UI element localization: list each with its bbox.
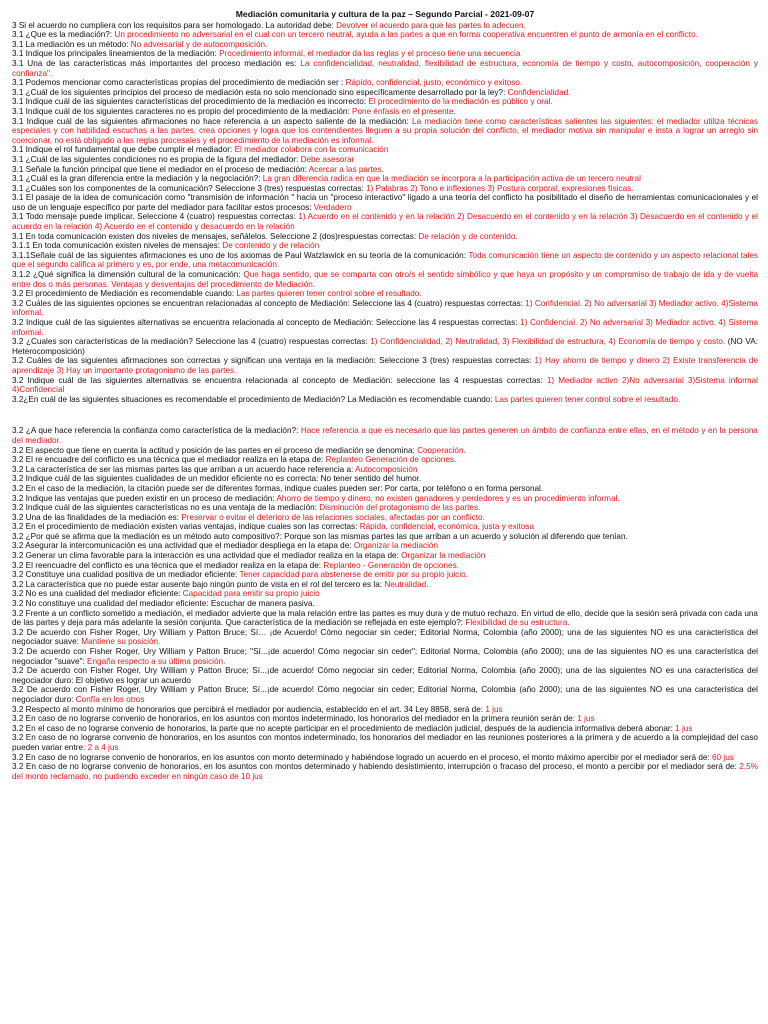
question-text: 3.2 Cuáles de las siguientes afirmaciones son correctas y significan una ventaja en la mediación: Seleccione 3 (tres) respuestas correctas: [12, 356, 535, 366]
answer-text: Hace referencia a que es necesario que las partes generen un ámbito de confianza entre ellas, en el método y en la persona del mediador. [12, 426, 758, 445]
question-text: 3.1 Indique cuál de las siguientes características del procedimiento de la mediación es incorrecto: [12, 97, 369, 107]
answer-text: Rápida, confidencial, económica, justa y exitosa [359, 522, 535, 532]
question-text: 3.2 En el procedimiento de mediación existen varias ventajas, indique cuales son las correctas: [12, 522, 360, 532]
answer-text: Un procedimiento no adversarial en el cual con un tercero neutral, ayuda a las partes a que en forma cooperativa encuentren el punto de armonía en el conflicto. [114, 30, 698, 40]
question-text: 3.2 La característica que no puede estar ausente bajo ningún punto de vista en el rol del tercero es la: [12, 579, 385, 589]
section-gap [12, 404, 758, 426]
answer-text: Preservar o evitar el deterioro de las relaciones sociales, afectadas por un conflicto. [181, 512, 485, 522]
question-item [12, 733, 758, 752]
question-text: 3.1 En toda comunicación existen dos niveles de mensajes, señálelos. Seleccione 2 (dos)respuestas correctas: [12, 231, 419, 241]
question-item [12, 289, 758, 299]
question-text: 3.2 En caso de no lograrse convenio de honorarios, en los asuntos con montos determinado y habiendo desistimiento, interrupción o fracaso del proceso, el monto a percibir por el mediador será de: [12, 762, 740, 772]
question-text: 3.2 Indique las ventajas que pueden existir en un proceso de mediación: [12, 493, 277, 503]
question-text: 3.2 Indique cuál de las siguientes cualidades de un medidor eficiente no es correcta: No tener sentido del humor. [12, 474, 422, 484]
answer-text: Procedimiento informal, el mediador da las reglas y el proceso tiene una secuencia [219, 49, 521, 59]
question-text: 3.1 La mediación es un método: [12, 39, 131, 49]
question-text: 3.2 ¿Cuales son características de la mediación? Seleccione las 4 (cuatro) respuestas correctas: [12, 337, 371, 347]
question-text: 3.1 Indique cuál de las siguientes afirmaciones no hace referencia a un aspecto saliente de la mediación: [12, 116, 413, 126]
answer-text: No adversarial y de autocomposición. [130, 39, 268, 49]
question-item [12, 465, 758, 475]
question-text: 3.2 En el caso de la mediación, la citación puede ser de diferentes formas, indique cuales pueden ser: Por carta, por teléfono o en forma personal. [12, 483, 544, 493]
question-item [12, 318, 758, 337]
question-item [12, 446, 758, 456]
question-text: 3.2 No constituye una cualidad del mediador eficiente: Escuchar de manera pasiva. [12, 599, 315, 609]
answer-text: De contenido y de relación [222, 241, 320, 251]
question-item [12, 609, 758, 628]
question-text: 3.1 Indique los principales lineamientos de la mediación: [12, 49, 220, 59]
question-item [12, 88, 758, 98]
answer-text: Las partes quieren tener control sobre el resultado. [236, 289, 422, 299]
answer-text: 1) Confidencial. 2) No adversarial 3) Mediador activo. 4) Sistema informal. [12, 318, 758, 337]
question-text: 3.2 ¿A que hace referencia la confianza como característica de la mediación?: [12, 426, 301, 436]
question-text: 3.1 ¿Cuál de los siguientes principios del proceso de mediación esta no solo mencionado sino específicamente desarrollado por la ley?: [12, 87, 508, 97]
question-text: 3.2 El reencuadre del conflicto es una técnica que el mediador realiza en la etapa de: [12, 560, 324, 570]
question-text: 3.2 Asegurar la intercomunicación es una actividad que el mediador despliega en la etapa de: [12, 541, 354, 551]
answer-text: Disminución del protagonismo de las partes. [319, 503, 481, 513]
answer-text: Pone énfasis en el presente. [352, 106, 456, 116]
question-text: 3.2 En caso de no lograrse convenio de honorarios, en los asuntos con montos indeterminado, los honorarios del mediador en la primera reunión serán de: [12, 714, 578, 724]
question-text: 3.2 La característica de ser las mismas partes las que arriban a un acuerdo hace referencia a: [12, 464, 356, 474]
question-item [12, 753, 758, 763]
question-item [12, 184, 758, 194]
answer-text: Acercar a las partes. [308, 164, 384, 174]
question-item [12, 30, 758, 40]
question-text: 3.2 Frente a un conflicto sometido a mediación, el mediador advierte que la mala relación entre las partes es muy dura y de mutuo rechazo. En virtud de ello, decide que la sesión será privada con cada una de las partes y deja para más adelante la sesión conjunta. Que característica de la mediación se reflejada en este ejemplo?: [12, 608, 758, 628]
answer-text: Toda comunicación tiene un aspecto de contenido y un aspecto relacional tales que el segundo califica al primero y es, por ende, una metacomunicación. [12, 250, 758, 270]
answer-text: El mediador colabora con la comunicación [234, 145, 389, 155]
question-item [12, 21, 758, 31]
question-text: 3.1 ¿Cuál es la gran diferencia entre la mediación y la negociación?: [12, 174, 263, 184]
question-item [12, 376, 758, 395]
question-text: 3.2 En caso de no lograrse convenio de honorarios, en los asuntos con montos indeterminado, los honorarios del mediador en las reuniones posteriores a la primera y de acuerdo a la complejidad del caso pueden variar entre: [12, 733, 758, 752]
question-item [12, 705, 758, 715]
question-item [12, 174, 758, 184]
question-item [12, 532, 758, 542]
question-text: 3.2 Indique cuál de las siguientes características no es una ventaja de la mediación: [12, 503, 320, 513]
answer-text: 1) Confidencialidad, 2) Neutralidad, 3) Flexibilidad de estructura, 4) Economía de tiempo y costo. [370, 337, 726, 347]
answer-text: 2,5% del monto reclamado, no pudiendo exceder en ningún caso de 10 jus [12, 762, 758, 781]
answer-text: Replanteo Generación de opciones. [325, 455, 457, 465]
question-item [12, 78, 758, 88]
question-text: 3.2 De acuerdo con Fisher Roger, Ury William y Patton Bruce; Sí...¡de acuerdo! Cómo negociar sin ceder; Editorial Norma, Colombia (año 2000); una de las siguientes NO es una característica del negociador duro: El objetivo es lograr un acuerdo [12, 666, 758, 685]
question-item [12, 97, 758, 107]
question-text: 3.2 En caso de no lograrse convenio de honorarios, en los asuntos con monto determinado y habiéndose logrado un acuerdo en el proceso, el monto máximo apercibir por el mediador será de: [12, 752, 712, 762]
question-item [12, 599, 758, 609]
question-item [12, 59, 758, 78]
answer-text: 1) Hay ahorro de tiempo y dinero 2) Existe transferencia de aprendizaje 3) Hay un importante protagonismo de las partes. [12, 356, 758, 375]
question-item [12, 165, 758, 175]
question-text: 3.1 Señale la función principal que tiene el mediador en el proceso de mediación: [12, 164, 309, 174]
question-item [12, 337, 758, 356]
section-unit-3-2 [12, 426, 758, 781]
question-item [12, 395, 758, 405]
answer-text: La gran diferencia radica en que la mediación se incorpora a la participación activa de un tercero neutral [262, 174, 641, 184]
question-text: 3.1.2 ¿Qué significa la dimensión cultural de la comunicación: [12, 270, 244, 280]
answer-text: 60 jus [712, 752, 734, 762]
question-item [12, 426, 758, 445]
question-item [12, 40, 758, 50]
question-item [12, 522, 758, 532]
question-text: 3.2 De acuerdo con Fisher Roger, Ury William y Patton Bruce; "Sí...¡de acuerdo! Cómo negociar sin ceder"; Editorial Norma, Colombia (año 2000); una de las siguientes NO es una característica del negociador "suave": [12, 647, 758, 666]
question-item [12, 503, 758, 513]
question-item [12, 155, 758, 165]
question-text: 3.1 El pasaje de la idea de comunicación como "transmisión de información " hacia un "proceso interactivo" ligado a una teoría del conflicto ha posibilitado el diseño de herramientas comunicacionales y el uso de un lenguaje específico por parte del mediador para facilitar estos procesos: [12, 193, 758, 212]
question-item [12, 580, 758, 590]
answer-text: La confidencialidad, neutralidad, flexibilidad de estructura, economía de tiempo y costo, autocomposición, cooperación y confianza". [12, 58, 758, 78]
answer-text: 1) Acuerdo en el contenido y en la relación 2) Desacuerdo en el contenido y en la relación 3) Desacuerdo en el contenido y el acuerdo en la relación 4) Acuerdo en el contenido y desacuerdo en la relación [12, 212, 758, 232]
question-text: 3.2 Generar un clima favorable para la interacción es una actividad que el mediador realiza en la etapa de: [12, 551, 402, 561]
question-item [12, 541, 758, 551]
question-item [12, 561, 758, 571]
answer-text: Las partes quieren tener control sobre el resultado. [494, 394, 681, 404]
answer-text: De relación y de contenido. [418, 231, 518, 241]
question-item [12, 145, 758, 155]
answer-text: Rápido, confidencial, justo, económico y exitoso. [345, 78, 523, 88]
question-item [12, 49, 758, 59]
question-item [12, 474, 758, 484]
question-item [12, 241, 758, 251]
answer-text: Capacidad para emitir su propio juicio [182, 589, 320, 599]
answer-text: 1 jus [485, 704, 503, 714]
question-text: 3.1 ¿Cuáles son los componentes de la comunicación? Seleccione 3 (tres) respuestas correctas: [12, 183, 367, 193]
question-item [12, 666, 758, 685]
question-item [12, 551, 758, 561]
question-item [12, 685, 758, 704]
answer-text: Engaña respecto a su última posición. [87, 656, 226, 666]
question-item [12, 232, 758, 242]
question-text: 3.1 Podemos mencionar como características propias del procedimiento de mediación ser : [12, 78, 346, 88]
answer-text: Que haga sentido, que se comparta con otro/s el sentido simbólico y que haya un propósito y un compromiso de trabajo de ida y de vuelta entre dos o más personas. Ventajas y desventajas del procedimiento de Mediación. [12, 270, 759, 289]
question-item [12, 251, 758, 270]
question-text: 3.2 El re encuadre del conflicto es una técnica que el mediador realiza en la etapa de: [12, 455, 326, 465]
question-item [12, 762, 758, 781]
question-item [12, 714, 758, 724]
question-text: 3.2 El aspecto que tiene en cuenta la actitud y posición de las partes en el proceso de mediación se denomina: [12, 445, 418, 455]
question-text: 3.2 Una de las finalidades de la mediación es: [12, 512, 182, 522]
question-item [12, 628, 758, 647]
question-item [12, 270, 758, 289]
question-item [12, 107, 758, 117]
question-item [12, 570, 758, 580]
question-text: 3.2 El procedimiento de Mediación es recomendable cuando: [12, 289, 237, 299]
answer-text: Devolver el acuerdo para que las partes lo adecuen. [336, 20, 526, 30]
answer-text: 1) Confidencial. 2) No adversarial 3) Mediador activo. 4)Sistema informal. [12, 298, 758, 318]
question-text: 3.2 Indique cuál de las siguientes alternativas se encuentra relacionada al concepto de Mediación: Seleccione las 4 respuestas correctas: [12, 318, 521, 327]
answer-text: Ahorro de tiempo y dinero, no existen ganadores y perdedores y es un procedimiento informal. [276, 493, 620, 503]
answer-text: Confidencialidad. [507, 87, 571, 97]
question-text: 3.2 De acuerdo con Fisher Roger, Ury William y Patton Bruce; Sí… ¡de Acuerdo! Cómo negociar sin ceder; Editorial Norma, Colombia (año 2000); una de las siguientes NO es una característica del negociador suave: [12, 627, 758, 647]
question-text: 3.2 De acuerdo con Fisher Roger, Ury William y Patton Bruce; Sí...¡de acuerdo! Cómo negociar sin ceder; Editorial Norma, Colombia (año 2000); una de las siguientes NO es una característica del negociador duro: [12, 685, 758, 704]
answer-text: 1 jus [675, 723, 693, 733]
question-item [12, 513, 758, 523]
document-title: Mediación comunitaria y cultura de la paz – Segundo Parcial - 2021-09-07 [235, 9, 535, 19]
answer-text: 2 a 4 jus [87, 742, 119, 752]
question-text: 3.1 ¿Cuál de las siguientes condiciones no es propia de la figura del mediador: [12, 154, 301, 164]
question-item [12, 455, 758, 465]
question-item [12, 647, 758, 666]
answer-text: 1) Palabras 2) Tono e inflexiones 3) Postura corporal, expresiones físicas. [366, 183, 634, 193]
answer-text: 1) Mediador activo 2)No adversarial 3)Sistema informal 4)Confidencial [12, 375, 759, 395]
question-text: 3.1 ¿Que es la mediación?: [12, 30, 115, 40]
question-item [12, 193, 758, 212]
answer-text: Neutralidad. [384, 579, 429, 589]
answer-text: 1 jus [577, 714, 595, 724]
question-text: 3.2 Constituye una cualidad positiva de un mediador eficiente: [12, 570, 240, 580]
answer-text: Organizar la mediación [401, 551, 486, 561]
question-text: 3.2 No es una cualidad del mediador eficiente: [12, 589, 183, 599]
question-item [12, 356, 758, 375]
question-text: 3.1 Todo mensaje puede implicar. Seleccione 4 (cuatro) respuestas correctas: [12, 212, 299, 222]
answer-text: Organizar la mediación [353, 541, 439, 551]
question-item [12, 589, 758, 599]
answer-text: Verdadero [313, 202, 352, 212]
question-item [12, 212, 758, 231]
question-item [12, 299, 758, 318]
answer-text: Cooperación. [417, 445, 466, 455]
answer-text: Autocomposición [355, 464, 418, 474]
section-unit-3-1 [12, 21, 758, 405]
answer-text: Debe asesorar [300, 154, 355, 164]
question-text: 3.2 Respecto al monto mínimo de honorarios que percibirá el mediador por audiencia, establecido en el art. 34 Ley 8858, será de: [12, 704, 486, 714]
question-text: 3.1 Indique el rol fundamental que debe cumplir el mediador: [12, 145, 235, 155]
answer-note: (NO VA: Heterocomposición) [12, 337, 758, 356]
question-text: 3 Si el acuerdo no cumpliera con los requisitos para ser homologado. La autoridad debe: [12, 20, 337, 30]
question-item [12, 494, 758, 504]
question-item [12, 724, 758, 734]
question-text: 3.1.1Señale cuál de las siguientes afirmaciones es uno de los axiomas de Paul Watzlawick en su teoría de la comunicación: [12, 250, 469, 260]
answer-text: Flexibilidad de su estructura. [465, 618, 570, 628]
question-text: 3.1.1 En toda comunicación existen niveles de mensajes: [12, 241, 223, 251]
question-text: 3.2 En el caso de no lograrse convenio de honorarios, la parte que no acepte participar en el procedimiento de mediación judicial, después de la audiencia informativa deberá abonar: [12, 723, 676, 733]
answer-text: Confía en los otros [75, 694, 145, 704]
answer-text: Replanteo - Generación de opciones. [323, 560, 459, 570]
answer-text: La mediación tiene como características salientes las siguientes: el mediador utiliza técnicas especiales y con habilidad escuchas a las partes, crea opciones y logra que los contendientes lleguen a su propia solución del conflicto, el mediador motiva sin manipular e insta a lograr un arreglo sin coercionar, no está obligado a las reglas procesales y el procedimiento de la mediación es informal. [12, 116, 758, 145]
answer-text: El procedimiento de la mediación es público y oral. [368, 97, 553, 107]
question-item [12, 117, 758, 146]
question-text: 3.2 Indique cuál de las siguientes alternativas se encuentra relacionada al concepto de Mediación: seleccione las 4 respuestas correctas: [12, 375, 547, 385]
answer-text: Tener capacidad para abstenerse de emitir por su propio juicio. [239, 570, 468, 580]
answer-text: Mantiene su posición. [81, 637, 161, 647]
question-text: 3.1 Una de las características más importantes del proceso mediación es: [12, 58, 301, 68]
question-text: 3.2 Cuáles de las siguientes opciones se encuentran relacionadas al concepto de Mediación: Seleccione las 4 (cuatro) respuestas correctas: [12, 298, 526, 308]
question-text: 3.2 ¿Por qué se afirma que la mediación es un método auto compositivo?: Porque son las mismas partes las que arriban a un acuerdo y solución al diferendo que tenían. [12, 531, 628, 541]
question-text: 3.2¿En cuál de las siguientes situaciones es recomendable el procedimiento de Mediación? La Mediación es recomendable cuando: [12, 394, 495, 404]
question-item [12, 484, 758, 494]
question-text: 3.1 Indique cuál de los siguientes caracteres no es propio del procedimiento de la mediación: [12, 106, 352, 116]
